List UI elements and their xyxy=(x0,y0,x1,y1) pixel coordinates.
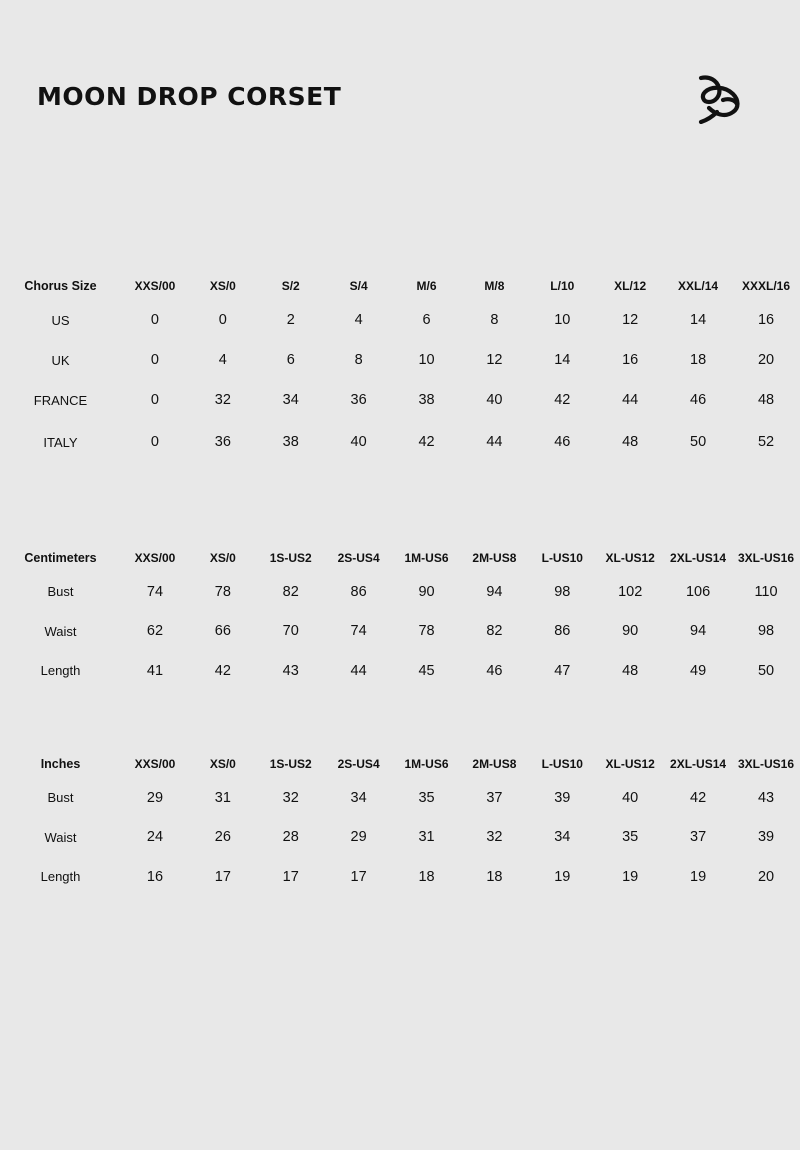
column-header: S/2 xyxy=(281,279,300,293)
table-cell: 20 xyxy=(757,868,775,885)
table-cell: 32 xyxy=(486,829,503,846)
table-cell: 10 xyxy=(554,312,571,328)
row-label: Bust xyxy=(47,790,74,806)
table-cell: 94 xyxy=(486,583,503,600)
table-cell: 94 xyxy=(690,623,707,640)
table-cell: 35 xyxy=(418,789,435,806)
table-cell: 82 xyxy=(486,623,503,640)
table-cell: 32 xyxy=(282,789,299,806)
table-cell: 19 xyxy=(554,868,571,885)
table-cell: 46 xyxy=(690,392,707,408)
table-cell: 8 xyxy=(354,352,363,368)
table-header-row xyxy=(0,272,800,300)
table-row xyxy=(0,612,800,652)
table-cell: 46 xyxy=(486,662,503,679)
row-label: US xyxy=(51,312,70,328)
column-header: S/4 xyxy=(349,279,368,293)
table-cell: 16 xyxy=(757,312,775,328)
table-cell: 4 xyxy=(354,312,363,328)
column-header: 2XL-US14 xyxy=(670,551,727,565)
row-label: FRANCE xyxy=(33,392,88,408)
table-cell: 42 xyxy=(214,662,231,679)
table-cell: 82 xyxy=(282,583,299,600)
column-header: XS/0 xyxy=(209,279,236,293)
table-cell: 42 xyxy=(554,392,571,408)
table-cell: 40 xyxy=(622,789,639,806)
table-cell: 44 xyxy=(622,392,639,408)
table-cell: 6 xyxy=(286,352,295,368)
column-header: 3XL-US16 xyxy=(737,757,795,771)
chorus-logo-icon xyxy=(695,72,745,124)
column-header: 2S-US4 xyxy=(337,551,380,565)
column-header: 2XL-US14 xyxy=(670,757,727,771)
table-cell: 44 xyxy=(486,434,503,450)
table-cell: 34 xyxy=(282,392,299,408)
table-cell: 17 xyxy=(282,868,299,885)
table-cell: 74 xyxy=(146,583,164,600)
column-header: M/6 xyxy=(416,279,437,293)
table-cell: 46 xyxy=(554,434,571,450)
table-cell: 35 xyxy=(622,829,639,846)
table-cell: 47 xyxy=(554,662,571,679)
table-cell: 20 xyxy=(757,352,775,368)
table-cell: 28 xyxy=(282,829,299,846)
table-row-header: Centimeters xyxy=(24,551,97,565)
row-label: ITALY xyxy=(43,434,78,450)
table-row xyxy=(0,300,800,340)
table-cell: 10 xyxy=(418,352,435,368)
table-cell: 43 xyxy=(757,789,775,806)
row-label: Bust xyxy=(47,584,74,600)
column-header: 1S-US2 xyxy=(269,551,312,565)
table-cell: 17 xyxy=(214,868,231,885)
table-cell: 24 xyxy=(146,829,164,846)
table-cell: 18 xyxy=(418,868,435,885)
table-cell: 34 xyxy=(350,789,367,806)
table-cell: 12 xyxy=(486,352,503,368)
table-cell: 86 xyxy=(554,623,571,640)
centimeters-table xyxy=(0,544,800,691)
column-header: 3XL-US16 xyxy=(737,551,795,565)
table-row xyxy=(0,857,800,897)
table-cell: 19 xyxy=(622,868,639,885)
column-header: 2M-US8 xyxy=(472,551,517,565)
column-header: L-US10 xyxy=(541,551,583,565)
table-cell: 16 xyxy=(622,352,639,368)
table-cell: 0 xyxy=(150,352,159,368)
table-cell: 50 xyxy=(690,434,707,450)
table-cell: 31 xyxy=(214,789,231,806)
column-header: M/8 xyxy=(484,279,505,293)
table-cell: 19 xyxy=(690,868,707,885)
column-header: L/10 xyxy=(550,279,575,293)
row-label: Waist xyxy=(44,623,77,639)
table-cell: 49 xyxy=(690,662,707,679)
table-cell: 102 xyxy=(618,583,643,600)
table-cell: 36 xyxy=(214,434,231,450)
row-label: Waist xyxy=(44,829,77,845)
table-cell: 4 xyxy=(218,352,227,368)
table-cell: 26 xyxy=(214,829,231,846)
table-header-row xyxy=(0,544,800,572)
column-header: XXS/00 xyxy=(134,279,176,293)
page-title: MOON DROP CORSET xyxy=(37,82,342,111)
column-header: XS/0 xyxy=(209,757,236,771)
table-cell: 66 xyxy=(214,623,231,640)
table-cell: 43 xyxy=(282,662,299,679)
table-cell: 37 xyxy=(690,829,707,846)
table-cell: 44 xyxy=(350,662,367,679)
column-header: 1M-US6 xyxy=(404,757,449,771)
table-cell: 2 xyxy=(286,312,295,328)
table-cell: 48 xyxy=(622,662,639,679)
table-cell: 70 xyxy=(282,623,299,640)
column-header: 2S-US4 xyxy=(337,757,380,771)
table-cell: 8 xyxy=(490,312,499,328)
table-cell: 90 xyxy=(418,583,435,600)
table-cell: 90 xyxy=(622,623,639,640)
column-header: L-US10 xyxy=(541,757,583,771)
table-cell: 38 xyxy=(282,434,299,450)
column-header: 1S-US2 xyxy=(269,757,312,771)
table-row xyxy=(0,572,800,612)
table-cell: 32 xyxy=(214,392,231,408)
table-cell: 29 xyxy=(350,829,367,846)
column-header: XS/0 xyxy=(209,551,236,565)
table-cell: 62 xyxy=(146,623,164,640)
column-header: 1M-US6 xyxy=(404,551,449,565)
table-row xyxy=(0,651,800,691)
table-cell: 40 xyxy=(486,392,503,408)
table-cell: 18 xyxy=(486,868,503,885)
table-cell: 6 xyxy=(422,312,431,328)
table-cell: 45 xyxy=(418,662,435,679)
table-cell: 42 xyxy=(690,789,707,806)
row-label: Length xyxy=(40,663,81,679)
table-cell: 17 xyxy=(350,868,367,885)
table-row-header: Chorus Size xyxy=(24,279,97,293)
table-cell: 14 xyxy=(554,352,571,368)
column-header: XXS/00 xyxy=(134,757,176,771)
table-row xyxy=(0,420,800,464)
table-cell: 0 xyxy=(150,434,159,450)
table-cell: 98 xyxy=(554,583,571,600)
column-header: XL-US12 xyxy=(605,757,655,771)
table-cell: 48 xyxy=(622,434,639,450)
column-header: 2M-US8 xyxy=(472,757,517,771)
table-cell: 106 xyxy=(685,583,711,600)
column-header: XXL/14 xyxy=(678,279,719,293)
table-cell: 110 xyxy=(754,583,778,600)
table-row xyxy=(0,340,800,380)
column-header: XL-US12 xyxy=(605,551,655,565)
table-cell: 0 xyxy=(150,392,159,408)
table-header-row xyxy=(0,750,800,778)
table-cell: 78 xyxy=(418,623,435,640)
table-cell: 31 xyxy=(418,829,435,846)
inches-table xyxy=(0,750,800,897)
table-cell: 29 xyxy=(146,789,164,806)
table-cell: 37 xyxy=(486,789,503,806)
table-cell: 34 xyxy=(554,829,571,846)
table-row xyxy=(0,380,800,420)
table-row xyxy=(0,778,800,818)
table-row xyxy=(0,818,800,858)
table-cell: 74 xyxy=(350,623,367,640)
row-label: Length xyxy=(40,869,81,885)
table-cell: 14 xyxy=(690,312,707,328)
table-cell: 40 xyxy=(350,434,367,450)
table-cell: 0 xyxy=(150,312,159,328)
table-cell: 36 xyxy=(350,392,367,408)
table-cell: 39 xyxy=(554,789,571,806)
table-cell: 42 xyxy=(418,434,435,450)
table-cell: 0 xyxy=(218,312,227,328)
size-conversion-table xyxy=(0,272,800,464)
table-cell: 48 xyxy=(757,392,775,408)
column-header: XXXL/16 xyxy=(741,279,791,293)
table-cell: 12 xyxy=(622,312,639,328)
table-cell: 86 xyxy=(350,583,367,600)
table-cell: 78 xyxy=(214,583,231,600)
table-cell: 41 xyxy=(146,662,164,679)
column-header: XXS/00 xyxy=(134,551,176,565)
table-cell: 52 xyxy=(757,434,775,450)
table-cell: 50 xyxy=(757,662,775,679)
table-cell: 39 xyxy=(757,829,775,846)
table-row-header: Inches xyxy=(40,757,81,771)
table-cell: 16 xyxy=(146,868,164,885)
row-label: UK xyxy=(51,352,70,368)
table-cell: 38 xyxy=(418,392,435,408)
table-cell: 18 xyxy=(690,352,707,368)
column-header: XL/12 xyxy=(614,279,647,293)
table-cell: 98 xyxy=(757,623,775,640)
